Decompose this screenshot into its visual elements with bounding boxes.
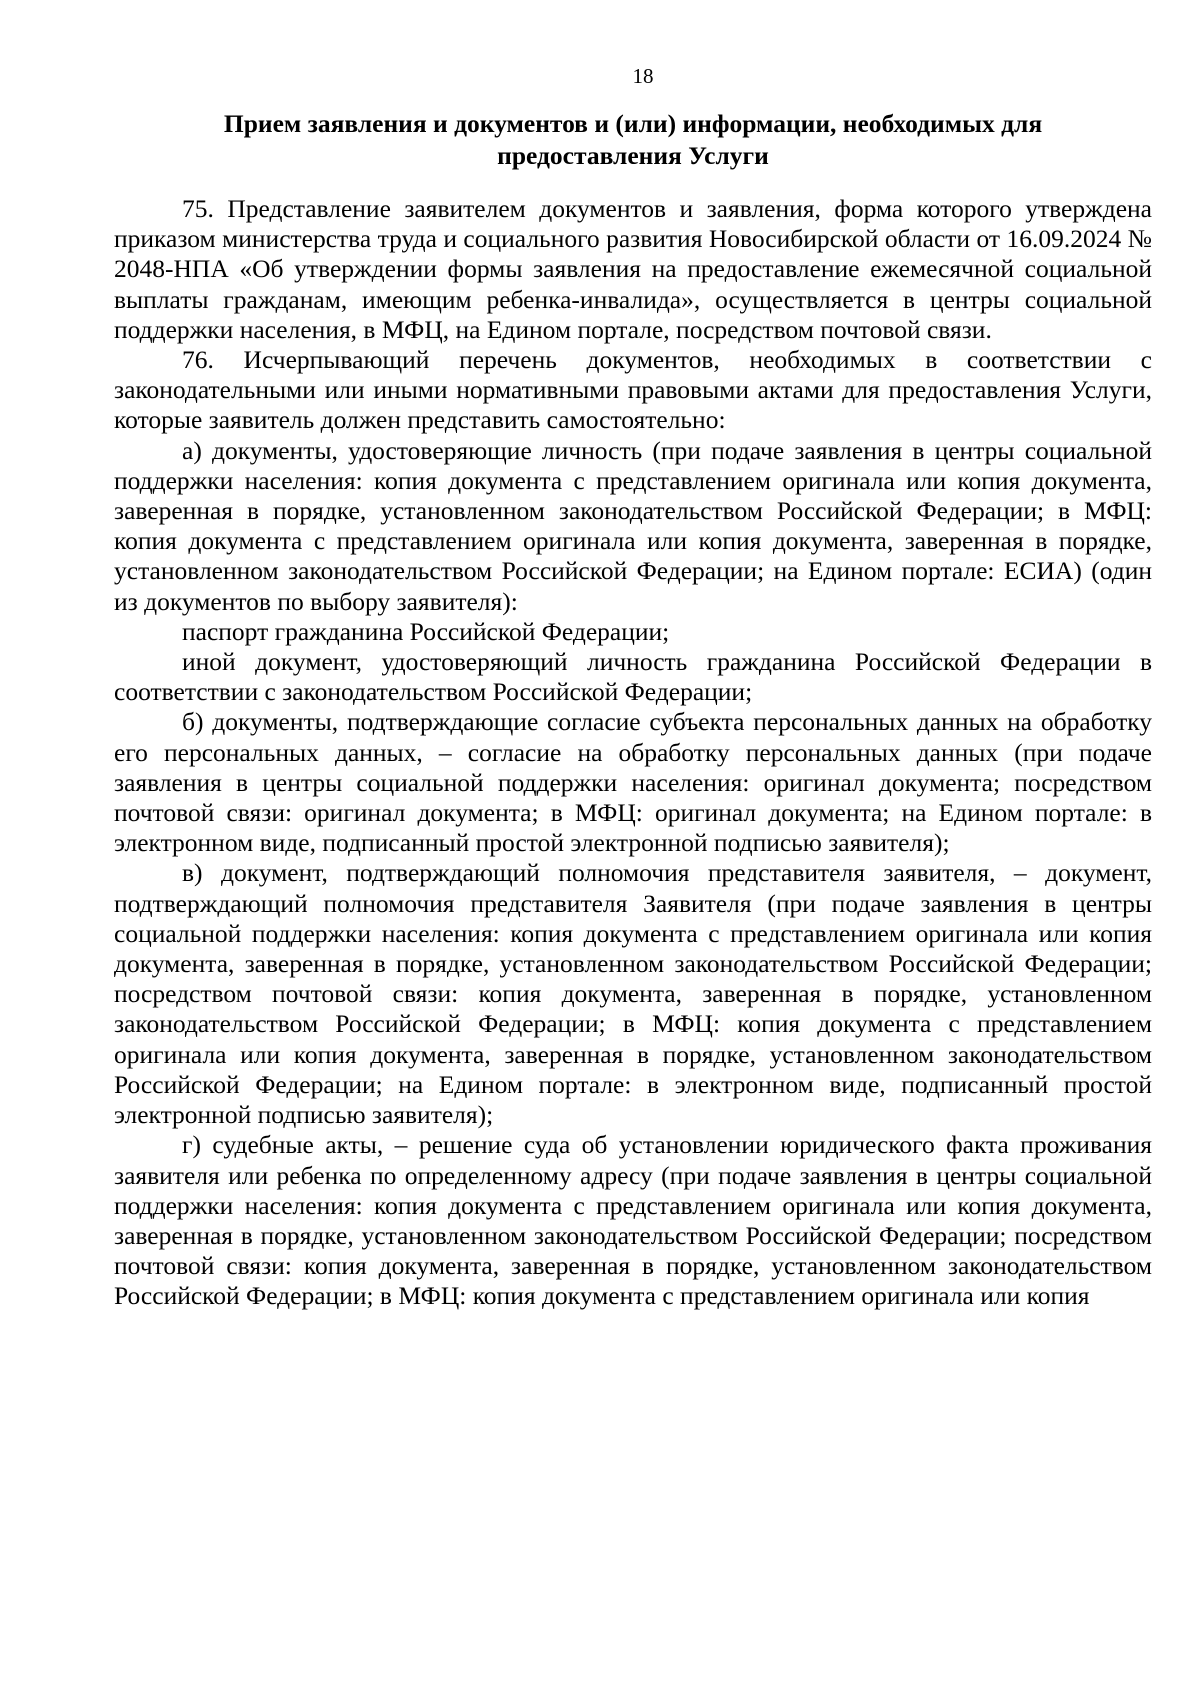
paragraph-item-g: г) судебные акты, – решение суда об установлении юридического факта проживания заявителя или ребенка по определенному адресу (при подаче заявления в центры социальной поддержки населения: копия документа с представлением оригинала или копия документа, заверенная в порядке, установленном законодательством Российской Федерации; посредством почтовой связи: копия документа, заверенная в порядке, установленном законодательством Российской Федерации; в МФЦ: копия документа с представлением оригинала или копия [114,1130,1152,1311]
paragraph-76: 76. Исчерпывающий перечень документов, необходимых в соответствии с законодательными или иными нормативными правовыми актами для предоставления Услуги, которые заявитель должен представить самостоятельно: [114,345,1152,435]
page-number: 18 [632,64,654,88]
paragraph-item-b: б) документы, подтверждающие согласие субъекта персональных данных на обработку его персональных данных, – согласие на обработку персональных данных (при подаче заявления в центры социальной поддержки населения: оригинал документа; посредством почтовой связи: оригинал документа; в МФЦ: оригинал документа; на Едином портале: в электронном виде, подписанный простой электронной подписью заявителя); [114,707,1152,858]
section-heading-line-2: предоставления Услуги [497,141,769,170]
paragraph-passport: паспорт гражданина Российской Федерации; [182,616,670,646]
paragraph-item-v: в) документ, подтверждающий полномочия представителя заявителя, – документ, подтверждающий полномочия представителя Заявителя (при подаче заявления в центры социальной поддержки населения: копия документа с представлением оригинала или копия документа, заверенная в порядке, установленном законодательством Российской Федерации; посредством почтовой связи: копия документа, заверенная в порядке, установленном законодательством Российской Федерации; в МФЦ: копия документа с представлением оригинала или копия документа, заверенная в порядке, установленном законодательством Российской Федерации; на Едином портале: в электронном виде, подписанный простой электронной подписью заявителя); [114,858,1152,1130]
paragraph-other-id: иной документ, удостоверяющий личность гражданина Российской Федерации в соответствии с законодательством Российской Федерации; [114,647,1152,707]
document-body [114,194,1152,1312]
section-heading-line-1: Прием заявления и документов и (или) информации, необходимых для [223,109,1043,138]
paragraph-75: 75. Представление заявителем документов и заявления, форма которого утверждена приказом министерства труда и социального развития Новосибирской области от 16.09.2024 № 2048-НПА «Об утверждении формы заявления на предоставление ежемесячной социальной выплаты гражданам, имеющим ребенка-инвалида», осуществляется в центры социальной поддержки населения, в МФЦ, на Едином портале, посредством почтовой связи. [114,194,1152,344]
paragraph-item-a: а) документы, удостоверяющие личность (при подаче заявления в центры социальной поддержки населения: копия документа с представлением оригинала или копия документа, заверенная в порядке, установленном законодательством Российской Федерации; в МФЦ: копия документа с представлением оригинала или копия документа, заверенная в порядке, установленном законодательством Российской Федерации; на Едином портале: ЕСИА) (один из документов по выбору заявителя): [114,435,1152,616]
section-heading [114,108,1152,172]
